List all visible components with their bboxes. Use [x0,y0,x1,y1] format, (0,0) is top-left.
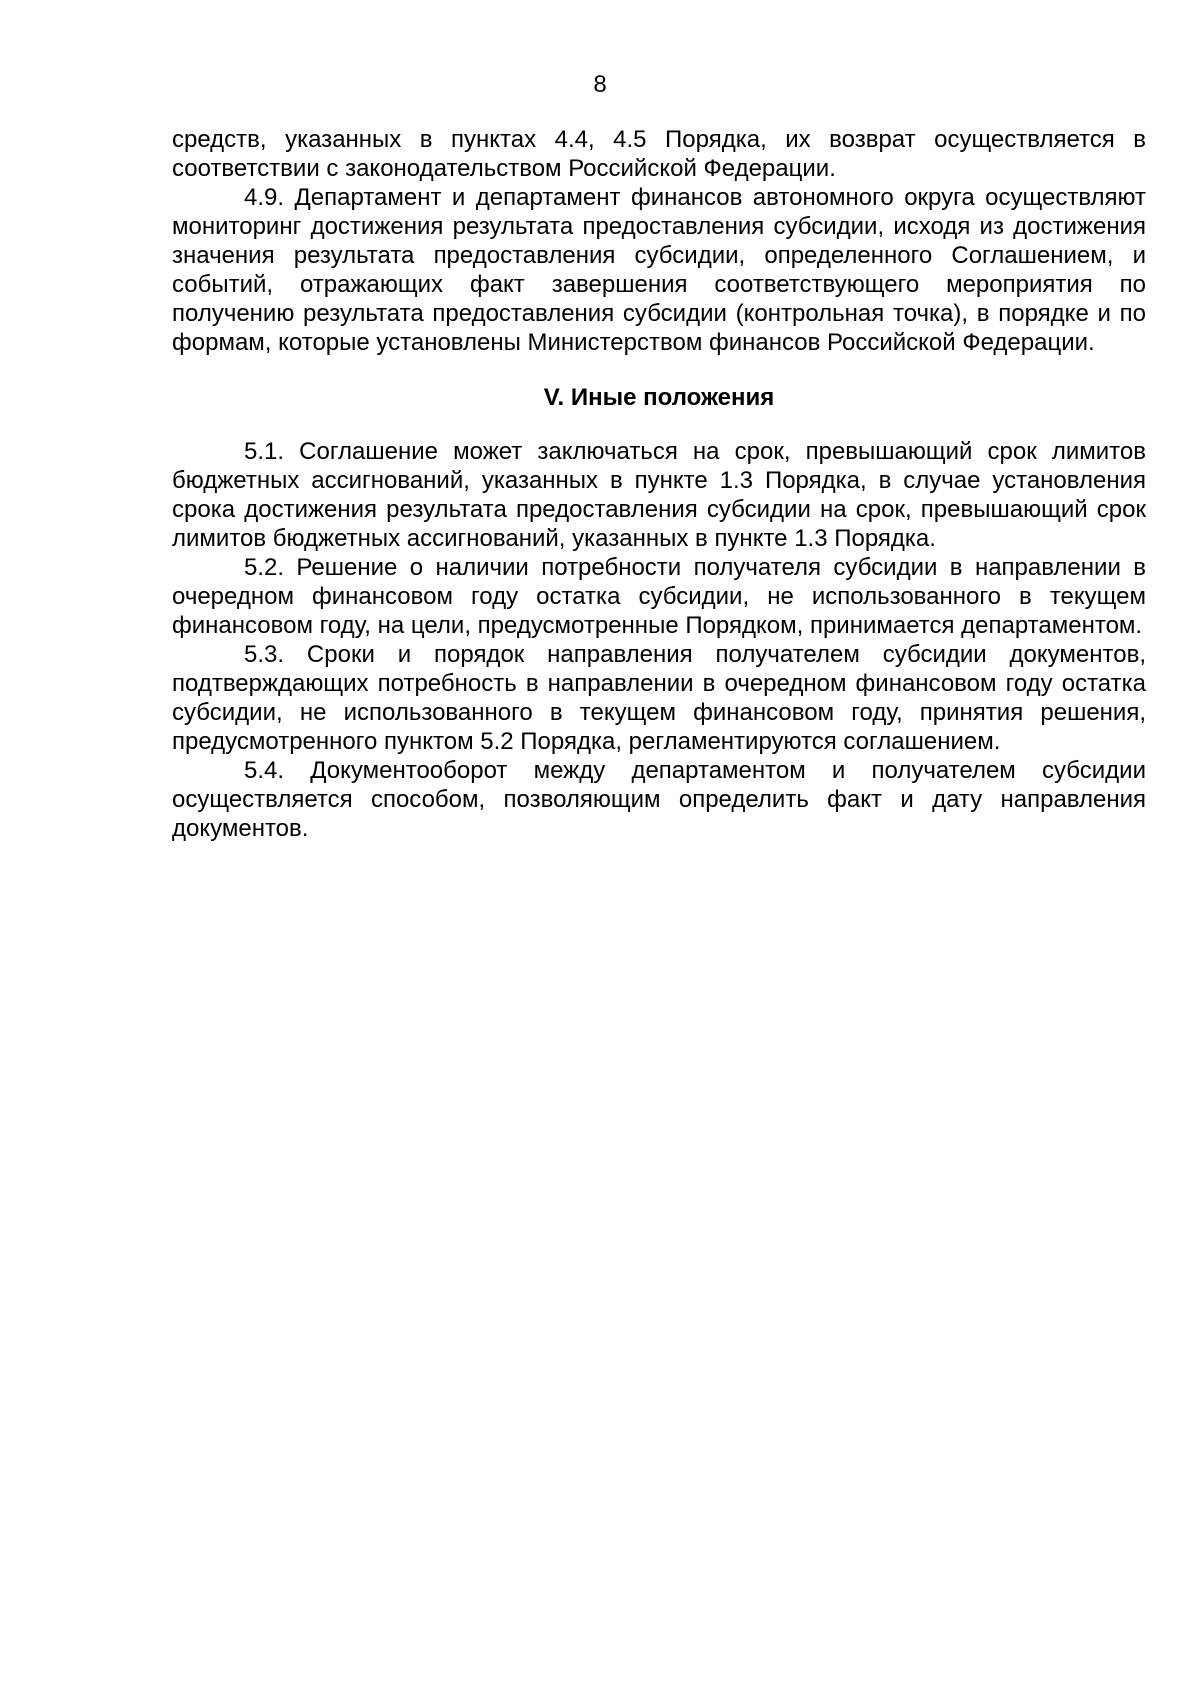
paragraph-4-9: 4.9. Департамент и департамент финансов автономного округа осуществляют мониторинг достижения результата предоставления субсидии, исходя из достижения значения результата предоставления субсидии, определенного Соглашением, и событий, отражающих факт завершения соответствующего мероприятия по получению результата предоставления субсидии (контрольная точка), в порядке и по формам, которые установлены Министерством финансов Российской Федерации. [172,184,1146,356]
document-body [172,125,1146,843]
paragraph-5-4: 5.4. Документооборот между департаментом и получателем субсидии осуществляется способом, позволяющим определить факт и дату направления документов. [172,757,1146,842]
paragraph-continuation: средств, указанных в пунктах 4.4, 4.5 Порядка, их возврат осуществляется в соответствии с законодательством Российской Федерации. [172,126,1146,182]
paragraph-5-2: 5.2. Решение о наличии потребности получателя субсидии в направлении в очередном финансовом году остатка субсидии, не использованного в текущем финансовом году, на цели, предусмотренные Порядком, принимается департаментом. [172,554,1146,639]
section-heading: V. Иные положения [543,384,775,411]
paragraph-5-1: 5.1. Соглашение может заключаться на срок, превышающий срок лимитов бюджетных ассигнований, указанных в пункте 1.3 Порядка, в случае установления срока достижения результата предоставления субсидии на срок, превышающий срок лимитов бюджетных ассигнований, указанных в пункте 1.3 Порядка. [172,438,1146,552]
paragraph-5-3: 5.3. Сроки и порядок направления получателем субсидии документов, подтверждающих потребность в направлении в очередном финансовом году остатка субсидии, не использованного в текущем финансовом году, принятия решения, предусмотренного пунктом 5.2 Порядка, регламентируются соглашением. [172,641,1146,755]
page-number: 8 [593,71,607,98]
